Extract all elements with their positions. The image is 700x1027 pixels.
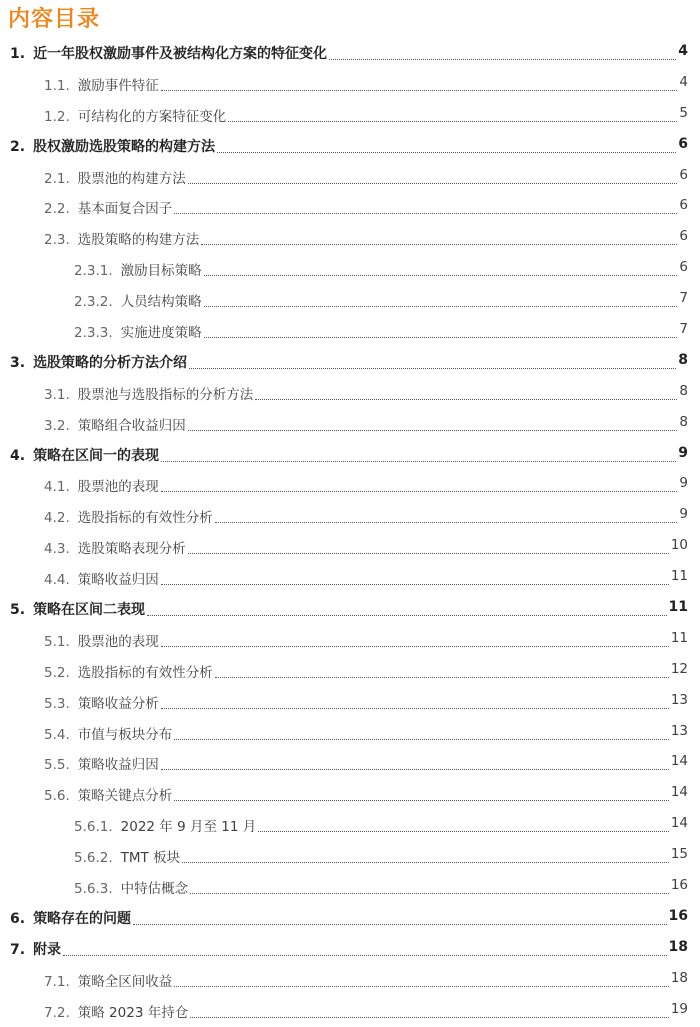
toc-entry-label — [44, 475, 161, 495]
toc-entry-label — [44, 661, 215, 681]
toc-entry-number: 7.1. — [44, 973, 70, 990]
dot-leader — [255, 383, 677, 400]
toc-entry-text: 选股策略的构建方法 — [77, 232, 200, 249]
dot-leader — [190, 877, 669, 894]
toc-entry-page: 6 — [679, 197, 688, 214]
toc-entry-label — [44, 537, 188, 557]
toc-entry-number: 5.1. — [44, 633, 70, 650]
dot-leader — [215, 506, 678, 523]
toc-entry-label — [44, 1001, 190, 1021]
toc-entry[interactable] — [0, 903, 700, 934]
toc-entry-number: 5. — [10, 602, 26, 619]
toc-entry-number: 5.6. — [44, 788, 70, 805]
toc-entry-label — [44, 414, 188, 434]
toc-entry[interactable] — [0, 501, 700, 532]
dot-leader — [217, 136, 676, 153]
toc-entry-page: 13 — [670, 722, 688, 739]
toc-entry[interactable] — [0, 409, 700, 440]
toc-entry-label — [44, 568, 161, 588]
toc-entry-page: 8 — [679, 382, 688, 399]
dot-leader — [189, 352, 676, 369]
toc-entry[interactable] — [0, 131, 700, 162]
toc-entry-number: 5.6.1. — [74, 819, 113, 836]
toc-entry-text: 实施进度策略 — [120, 325, 202, 342]
toc-entry[interactable] — [0, 594, 700, 625]
toc-entry[interactable] — [0, 872, 700, 903]
toc-entry-text: 策略 2023 年持仓 — [77, 1004, 189, 1021]
toc-entry-page: 8 — [679, 413, 688, 430]
toc-entry-page: 10 — [670, 537, 688, 554]
toc-entry-text: 选股策略的分析方法介绍 — [33, 354, 188, 371]
toc-entry-text: 可结构化的方案特征变化 — [77, 108, 227, 125]
toc-entry-text: 策略在区间二表现 — [33, 602, 146, 619]
dot-leader — [147, 599, 666, 616]
dot-leader — [174, 723, 669, 740]
dot-leader — [161, 74, 678, 91]
toc-entry-text: 附录 — [33, 941, 62, 958]
toc-entry-page: 6 — [679, 259, 688, 276]
toc-entry[interactable] — [0, 687, 700, 718]
toc-entry-text: 策略在区间一的表现 — [33, 447, 160, 464]
toc-entry-label — [74, 290, 204, 310]
dot-leader — [161, 692, 669, 709]
dot-leader — [190, 1001, 669, 1018]
dot-leader — [228, 105, 677, 122]
toc-entry-text: 2022 年 9 月至 11 月 — [120, 819, 257, 836]
toc-entry-page: 11 — [670, 568, 688, 585]
dot-leader — [161, 630, 669, 647]
toc-entry[interactable] — [0, 656, 700, 687]
toc-entry[interactable] — [0, 162, 700, 193]
toc-entry[interactable] — [0, 192, 700, 223]
toc-entry-label — [10, 136, 217, 156]
toc-entry-number: 4. — [10, 447, 26, 464]
toc-entry-number: 2. — [10, 138, 26, 155]
dot-leader — [63, 939, 666, 956]
toc-entry-number: 1. — [10, 46, 26, 62]
toc-entry[interactable] — [0, 470, 700, 501]
toc-entry-number: 5.2. — [44, 664, 70, 681]
dot-leader — [188, 414, 678, 431]
toc-entry-page: 11 — [670, 629, 688, 646]
dot-leader — [188, 167, 678, 184]
toc-entry-page: 7 — [679, 290, 688, 307]
toc-entry-page: 9 — [678, 444, 688, 461]
toc-entry[interactable] — [0, 841, 700, 872]
toc-entry-text: 策略组合收益归因 — [77, 417, 186, 434]
toc-entry-page: 14 — [670, 815, 688, 832]
toc-entry-page: 6 — [678, 135, 688, 152]
toc-entry-number: 5.6.3. — [74, 881, 113, 898]
dot-leader — [161, 475, 678, 492]
toc-entry-page: 6 — [679, 166, 688, 183]
toc-entry-label — [10, 43, 329, 63]
toc-entry[interactable] — [0, 254, 700, 285]
toc-entry-number: 5.4. — [44, 726, 70, 743]
toc-entry-page: 8 — [678, 351, 688, 368]
dot-leader — [204, 290, 678, 307]
toc-entry-number: 4.2. — [44, 510, 70, 527]
toc-entry-label — [10, 352, 189, 372]
toc-entry[interactable] — [0, 223, 700, 254]
toc-entry-number: 7. — [10, 941, 26, 958]
dot-leader — [201, 228, 677, 245]
toc-entry-label — [44, 383, 255, 403]
toc-entry-page: 15 — [670, 846, 688, 863]
toc-entry[interactable] — [0, 532, 700, 563]
toc-entry-page: 5 — [679, 104, 688, 121]
toc-entry-label — [74, 259, 204, 279]
dot-leader — [174, 970, 669, 987]
toc-entry-number: 5.5. — [44, 757, 70, 774]
toc-entry-text: TMT 板块 — [120, 850, 181, 867]
toc-entry-page: 16 — [670, 877, 688, 894]
toc-entry-text: 策略收益归因 — [77, 572, 159, 589]
toc-entry-label — [74, 815, 258, 835]
toc-entry-label — [44, 506, 215, 526]
toc-entry-text: 股权激励选股策略的构建方法 — [33, 138, 216, 155]
dot-leader — [215, 661, 669, 678]
toc-entry-number: 2.3. — [44, 232, 70, 249]
toc-entry-number: 1.1. — [44, 77, 70, 94]
dot-leader — [174, 784, 669, 801]
toc-entry[interactable] — [0, 285, 700, 316]
toc-entry[interactable] — [0, 378, 700, 409]
toc-entry[interactable] — [0, 563, 700, 594]
toc-entry-page: 19 — [670, 1000, 688, 1017]
toc-entry[interactable] — [0, 779, 700, 810]
toc-title: 内容目录 — [8, 7, 101, 32]
toc-entry-label — [74, 877, 190, 897]
toc-entry-number: 1.2. — [44, 108, 70, 125]
toc-entry-text: 激励事件特征 — [77, 77, 159, 94]
toc-entry-number: 3. — [10, 354, 26, 371]
toc-entry-text: 选股策略表现分析 — [77, 541, 186, 558]
toc-entry-page: 9 — [679, 475, 688, 492]
toc-entry-number: 2.3.2. — [74, 294, 113, 311]
toc-entry-label — [44, 753, 161, 773]
toc-entry-text: 股票池的表现 — [77, 633, 159, 650]
toc-entry[interactable] — [0, 316, 700, 347]
toc-entry[interactable] — [0, 625, 700, 656]
toc-entry-text: 中特估概念 — [120, 881, 189, 898]
toc-entry-label — [44, 228, 201, 248]
dot-leader — [182, 846, 669, 863]
toc-entry-page: 4 — [679, 73, 688, 90]
toc-entry[interactable] — [0, 965, 700, 996]
toc-entry-number: 2.1. — [44, 170, 70, 187]
toc-entry-text: 策略存在的问题 — [33, 910, 132, 927]
toc-list — [0, 38, 700, 1027]
toc-entry[interactable] — [0, 748, 700, 779]
toc-entry-label — [74, 846, 182, 866]
toc-entry[interactable] — [0, 347, 700, 378]
toc-entry-text: 策略收益分析 — [77, 695, 159, 712]
toc-entry-label — [44, 970, 174, 990]
toc-entry-number: 4.3. — [44, 541, 70, 558]
toc-entry-label — [44, 630, 161, 650]
toc-entry-label — [44, 692, 161, 712]
dot-leader — [161, 753, 669, 770]
toc-entry-page: 14 — [670, 753, 688, 770]
toc-entry-text: 策略全区间收益 — [77, 973, 173, 990]
toc-entry-text: 近一年股权激励事件及被结构化方案的特征变化 — [33, 46, 328, 62]
toc-entry-label — [44, 197, 174, 217]
toc-entry-number: 4.1. — [44, 479, 70, 496]
toc-entry-label — [74, 321, 204, 341]
toc-entry-page: 6 — [679, 228, 688, 245]
toc-entry-label — [44, 167, 188, 187]
toc-entry-label — [10, 445, 161, 465]
toc-entry-text: 激励目标策略 — [120, 263, 202, 280]
toc-entry-text: 股票池的构建方法 — [77, 170, 186, 187]
toc-entry-text: 选股指标的有效性分析 — [77, 510, 213, 527]
toc-entry-number: 2.3.1. — [74, 263, 113, 280]
toc-entry-text: 选股指标的有效性分析 — [77, 664, 213, 681]
toc-entry-number: 5.6.2. — [74, 850, 113, 867]
toc-entry[interactable] — [0, 440, 700, 471]
toc-entry-page: 18 — [670, 969, 688, 986]
toc-entry-label — [44, 723, 174, 743]
toc-entry-label — [44, 105, 228, 125]
dot-leader — [161, 445, 676, 462]
toc-entry-number: 5.3. — [44, 695, 70, 712]
toc-entry-page: 14 — [670, 784, 688, 801]
toc-entry[interactable] — [0, 100, 700, 131]
toc-entry-text: 人员结构策略 — [120, 294, 202, 311]
toc-entry-page: 16 — [668, 907, 688, 924]
toc-entry-label — [44, 74, 161, 94]
toc-entry-page: 9 — [679, 506, 688, 523]
dot-leader — [188, 537, 669, 554]
toc-entry-text: 基本面复合因子 — [77, 201, 173, 218]
toc-entry-label — [10, 908, 133, 928]
toc-entry-page: 13 — [670, 691, 688, 708]
toc-entry-page: 4 — [678, 43, 688, 59]
toc-entry[interactable] — [0, 38, 700, 69]
toc-entry-number: 2.2. — [44, 201, 70, 218]
dot-leader — [161, 568, 669, 585]
dot-leader — [204, 259, 678, 276]
toc-entry-number: 6. — [10, 910, 26, 927]
toc-entry-number: 2.3.3. — [74, 325, 113, 342]
toc-entry[interactable] — [0, 810, 700, 841]
toc-entry[interactable] — [0, 934, 700, 965]
toc-entry-text: 股票池与选股指标的分析方法 — [77, 386, 254, 403]
toc-entry-label — [10, 599, 147, 619]
dot-leader — [133, 908, 666, 925]
toc-entry-text: 策略收益归因 — [77, 757, 159, 774]
toc-entry-number: 4.4. — [44, 572, 70, 589]
toc-entry-text: 股票池的表现 — [77, 479, 159, 496]
dot-leader — [174, 197, 677, 214]
toc-entry-text: 策略关键点分析 — [77, 788, 173, 805]
toc-entry-page: 7 — [679, 321, 688, 338]
toc-entry-label — [44, 784, 174, 804]
toc-entry[interactable] — [0, 718, 700, 749]
toc-entry[interactable] — [0, 69, 700, 100]
dot-leader — [204, 321, 678, 338]
toc-entry-text: 市值与板块分布 — [77, 726, 173, 743]
toc-entry-number: 3.2. — [44, 417, 70, 434]
toc-entry-page: 11 — [668, 599, 688, 616]
dot-leader — [329, 43, 676, 60]
toc-entry-label — [10, 939, 63, 959]
dot-leader — [258, 815, 669, 832]
toc-entry-number: 7.2. — [44, 1004, 70, 1021]
toc-entry-page: 18 — [668, 938, 688, 955]
toc-entry-number: 3.1. — [44, 386, 70, 403]
toc-entry-page: 12 — [670, 660, 688, 677]
